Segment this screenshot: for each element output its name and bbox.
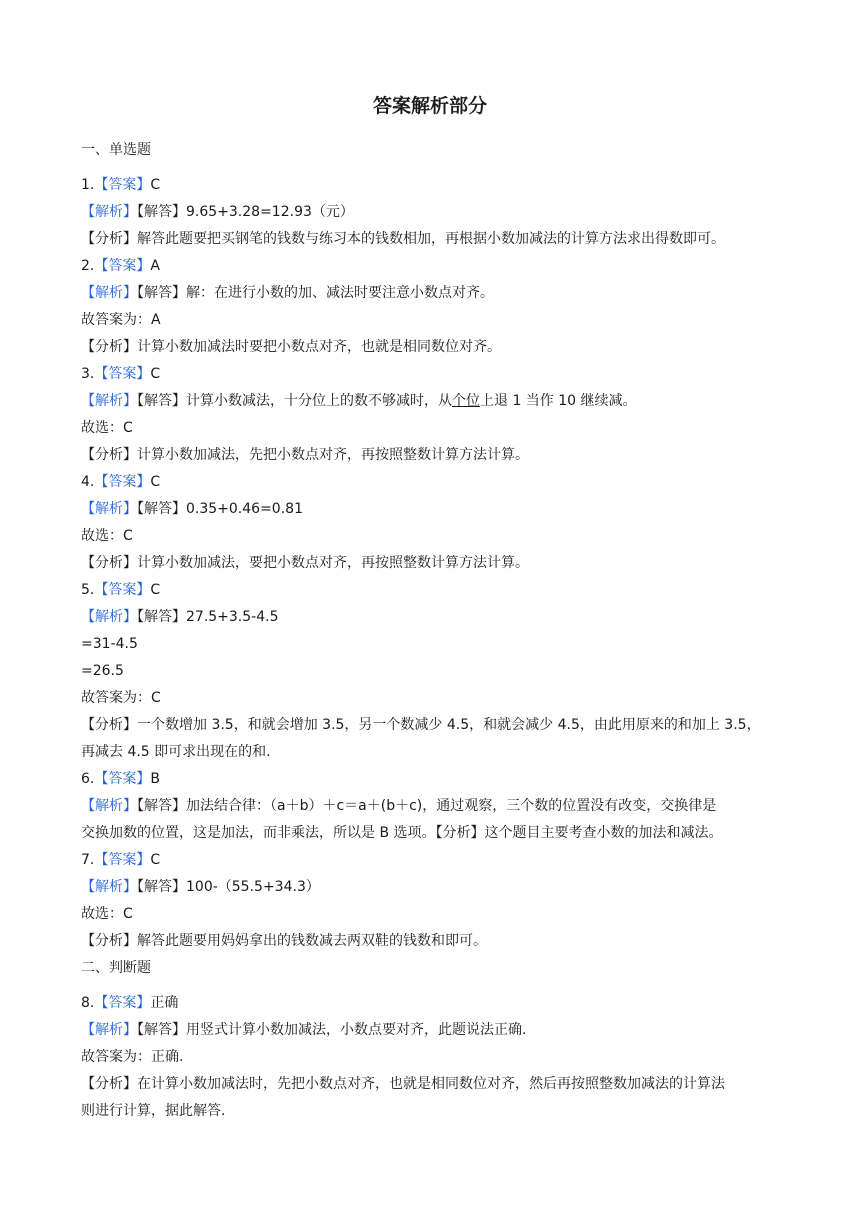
- q4-answer: C: [150, 474, 161, 490]
- q7-number: 7.: [81, 852, 95, 868]
- q8-fenxi-1: 在计算小数加减法时，先把小数点对齐，也就是相同数位对齐，然后再按照整数加减法的计算法: [137, 1076, 725, 1092]
- q5-solution: 27.5+3.5-4.5: [186, 609, 279, 625]
- q2-fenxi-line: [81, 337, 781, 357]
- q8-solution: 用竖式计算小数加减法，小数点要对齐，此题说法正确.: [186, 1022, 527, 1038]
- answer-tag: 【答案】: [94, 852, 151, 868]
- q6-answer-line: [81, 769, 781, 789]
- q3-solution-underlined: 个位: [452, 393, 480, 409]
- q7-solution-line: [81, 877, 781, 897]
- q3-answer-line: [81, 364, 781, 384]
- fenxi-tag: 【分析】: [435, 825, 485, 841]
- answer-tag: 【答案】: [94, 366, 151, 382]
- q6-number: 6.: [81, 771, 95, 787]
- q7-solution: 100-（55.5+34.3）: [186, 879, 320, 895]
- solution-tag: 【解答】: [137, 393, 186, 409]
- q4-fenxi-line: [81, 553, 781, 573]
- q2-answer-line: [81, 256, 781, 276]
- q4-solution: 0.35+0.46=0.81: [186, 501, 303, 517]
- q5-solution-line: [81, 607, 781, 627]
- q3-solution-line: [81, 391, 781, 411]
- q5-number: 5.: [81, 582, 95, 598]
- answer-tag: 【答案】: [94, 582, 151, 598]
- q5-answer-line: [81, 580, 781, 600]
- q6-solution-2: 交换加数的位置，这是加法，而非乘法，所以是 B 选项。: [81, 825, 436, 841]
- q5-fenxi-1: 一个数增加 3.5，和就会增加 3.5，另一个数减少 4.5，和就会减少 4.5，由此用原来的和加上 3.5，: [137, 717, 761, 733]
- fenxi-tag: 【分析】: [81, 231, 137, 247]
- q4-fenxi: 计算小数加减法，要把小数点对齐，再按照整数计算方法计算。: [137, 555, 529, 571]
- q7-answer-line: [81, 850, 781, 870]
- q6-solution-line: [81, 796, 781, 816]
- q2-number: 2.: [81, 258, 95, 274]
- q1-solution-line: [81, 202, 781, 222]
- q4-solution-line: [81, 499, 781, 519]
- solution-tag: 【解答】: [137, 204, 186, 220]
- q8-fenxi-line: [81, 1074, 781, 1094]
- solution-tag: 【解答】: [137, 285, 186, 301]
- solution-tag: 【解答】: [137, 1022, 186, 1038]
- fenxi-tag: 【分析】: [81, 933, 137, 949]
- answer-tag: 【答案】: [94, 474, 151, 490]
- q6-fenxi: 这个题目主要考查小数的加法和减法。: [484, 825, 723, 841]
- fenxi-tag: 【分析】: [81, 447, 137, 463]
- q1-fenxi-line: [81, 229, 781, 249]
- answer-tag: 【答案】: [94, 177, 151, 193]
- q8-answer-line: [81, 993, 781, 1013]
- q5-step-2: =26.5: [81, 663, 124, 679]
- page-title: 答案解析部分: [372, 95, 487, 117]
- solution-tag: 【解答】: [137, 609, 186, 625]
- analysis-tag: 【解析】: [81, 798, 137, 814]
- q5-conclusion: 故答案为：C: [81, 690, 161, 706]
- q2-fenxi: 计算小数加减法时要把小数点对齐，也就是相同数位对齐。: [137, 339, 501, 355]
- answer-tag: 【答案】: [94, 771, 151, 787]
- q7-fenxi: 解答此题要用妈妈拿出的钱数减去两双鞋的钱数和即可。: [137, 933, 487, 949]
- q2-solution-line: [81, 283, 781, 303]
- q8-solution-line: [81, 1020, 781, 1040]
- q5-fenxi-line-2: 再减去 4.5 即可求出现在的和.: [81, 744, 271, 760]
- fenxi-tag: 【分析】: [81, 717, 137, 733]
- q8-conclusion: 故答案为：正确.: [81, 1049, 184, 1065]
- analysis-tag: 【解析】: [81, 1022, 137, 1038]
- q4-answer-line: [81, 472, 781, 492]
- q2-solution: 解：在进行小数的加、减法时要注意小数点对齐。: [186, 285, 494, 301]
- analysis-tag: 【解析】: [81, 204, 137, 220]
- analysis-tag: 【解析】: [81, 393, 137, 409]
- fenxi-tag: 【分析】: [81, 339, 137, 355]
- q3-answer: C: [150, 366, 161, 382]
- q3-solution-a: 计算小数减法，十分位上的数不够减时，从: [186, 393, 452, 409]
- section-heading-true-false: 二、判断题: [81, 960, 151, 976]
- q4-number: 4.: [81, 474, 95, 490]
- q2-answer: A: [150, 258, 160, 274]
- analysis-tag: 【解析】: [81, 879, 137, 895]
- q3-fenxi: 计算小数加减法，先把小数点对齐，再按照整数计算方法计算。: [137, 447, 529, 463]
- q3-number: 3.: [81, 366, 95, 382]
- q1-answer: C: [150, 177, 161, 193]
- fenxi-tag: 【分析】: [81, 1076, 137, 1092]
- q1-answer-line: [81, 175, 781, 195]
- answer-tag: 【答案】: [94, 258, 151, 274]
- analysis-tag: 【解析】: [81, 609, 137, 625]
- q1-fenxi: 解答此题要把买钢笔的钱数与练习本的钱数相加，再根据小数加减法的计算方法求出得数即可。: [137, 231, 725, 247]
- q8-fenxi-line-2: 则进行计算，据此解答.: [81, 1103, 226, 1119]
- solution-tag: 【解答】: [137, 501, 186, 517]
- q3-conclusion: 故选：C: [81, 420, 133, 436]
- q5-step-1: =31-4.5: [81, 636, 138, 652]
- q7-conclusion: 故选：C: [81, 906, 133, 922]
- answer-tag: 【答案】: [94, 995, 151, 1011]
- q3-fenxi-line: [81, 445, 781, 465]
- fenxi-tag: 【分析】: [81, 555, 137, 571]
- q2-conclusion: 故答案为：A: [81, 312, 161, 328]
- q6-answer: B: [150, 771, 160, 787]
- solution-tag: 【解答】: [137, 798, 186, 814]
- solution-tag: 【解答】: [137, 879, 186, 895]
- q5-answer: C: [150, 582, 161, 598]
- q1-solution: 9.65+3.28=12.93（元）: [186, 204, 354, 220]
- q6-solution-line-2: [81, 823, 781, 843]
- q5-fenxi-line: [81, 715, 781, 735]
- q7-answer: C: [150, 852, 161, 868]
- analysis-tag: 【解析】: [81, 501, 137, 517]
- q7-fenxi-line: [81, 931, 781, 951]
- q8-answer: 正确: [150, 995, 179, 1011]
- q6-solution-1: 加法结合律：（a＋b）＋c＝a＋(b＋c)，通过观察，三个数的位置没有改变，交换律是: [186, 798, 717, 814]
- q8-number: 8.: [81, 995, 95, 1011]
- analysis-tag: 【解析】: [81, 285, 137, 301]
- q4-conclusion: 故选：C: [81, 528, 133, 544]
- q3-solution-b: 上退 1 当作 10 继续减。: [480, 393, 637, 409]
- q1-number: 1.: [81, 177, 95, 193]
- section-heading-single-choice: 一、单选题: [81, 142, 151, 158]
